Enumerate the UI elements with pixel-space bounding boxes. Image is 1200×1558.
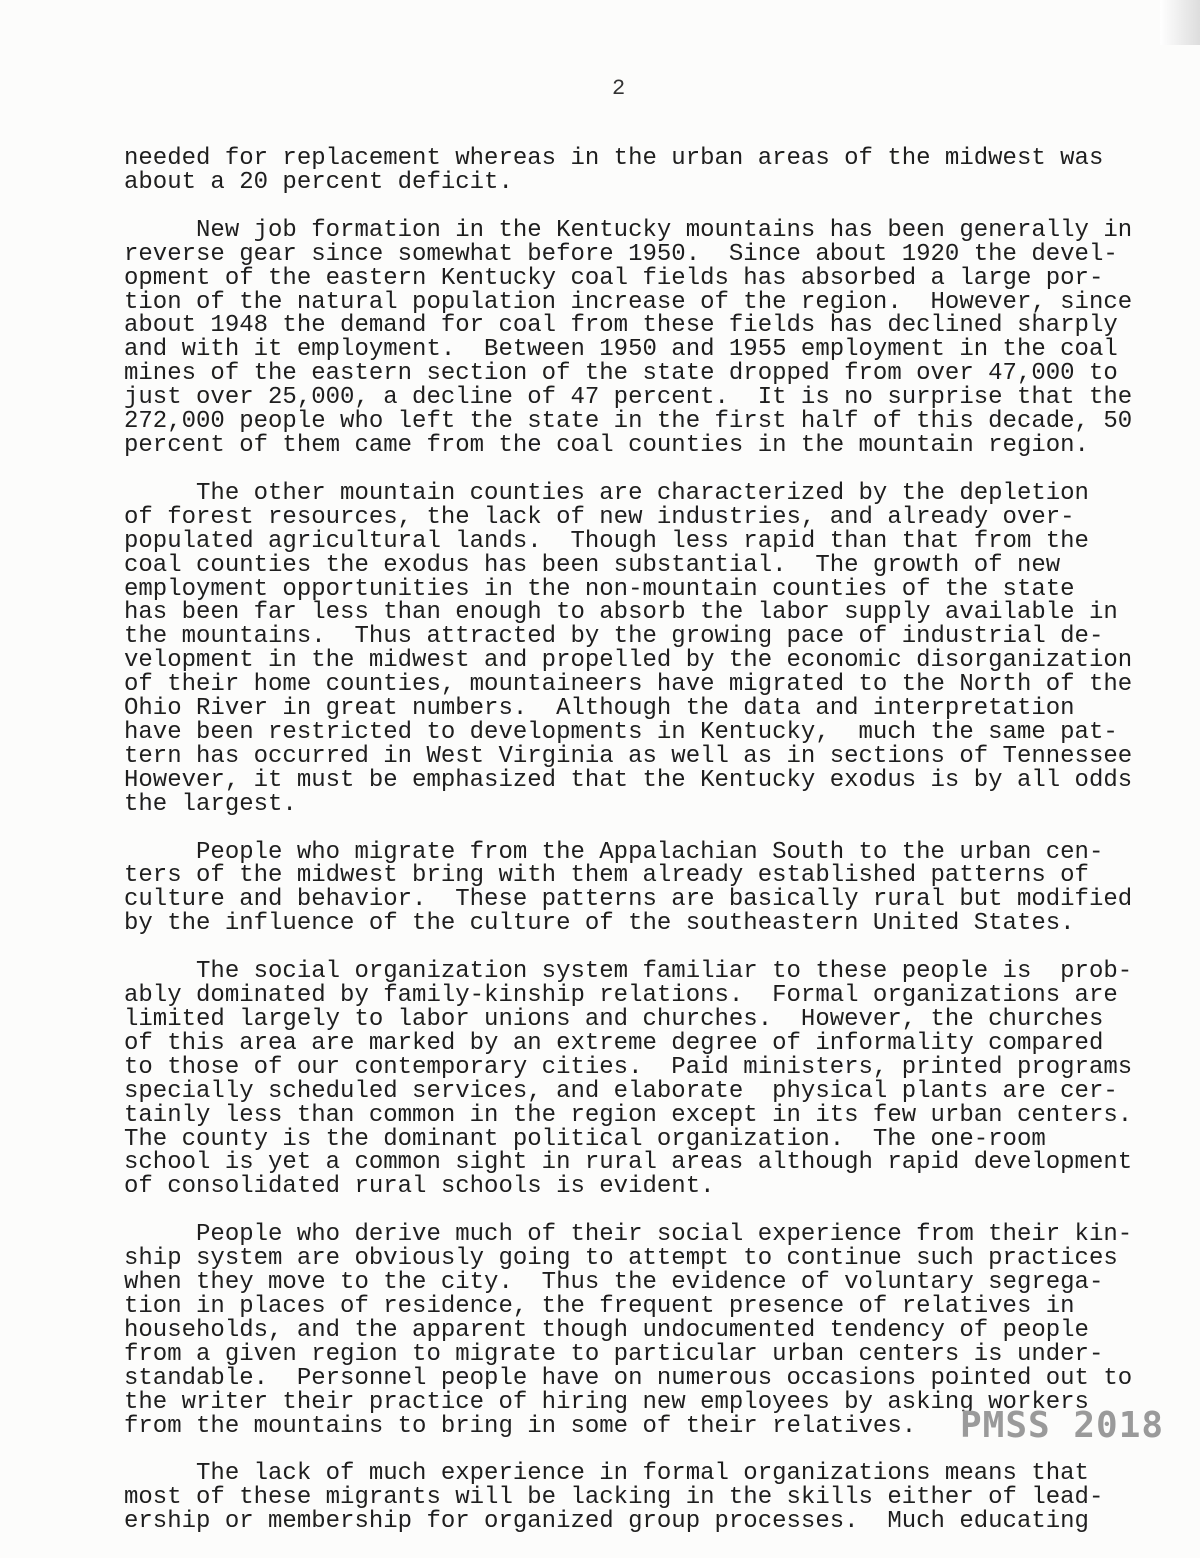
text-line: However, it must be emphasized that the Kentucky exodus is by all odds: [124, 766, 1133, 794]
page-number: 2: [612, 76, 626, 101]
text-line: households, and the apparent though undocumented tendency of people: [124, 1316, 1089, 1344]
text-line: when they move to the city. Thus the evidence of voluntary segrega-: [124, 1269, 1104, 1297]
text-line: The other mountain counties are characterized by the depletion: [124, 479, 1089, 507]
text-line: limited largely to labor unions and churches. However, the churches: [124, 1006, 1104, 1033]
text-line: reverse gear since somewhat before 1950. Since about 1920 the devel-: [124, 240, 1118, 268]
paragraph: [124, 479, 1184, 818]
text-line: opment of the eastern Kentucky coal fields has absorbed a large por-: [124, 264, 1104, 292]
text-line: by the influence of the culture of the southeastern United States.: [124, 910, 1075, 938]
text-line: just over 25,000, a decline of 47 percent. It is no surprise that the: [124, 384, 1133, 412]
text-line: tern has occurred in West Virginia as well as in sections of Tennessee: [124, 742, 1133, 770]
text-line: ership or membership for organized group processes. Much educating: [124, 1508, 1089, 1536]
text-line: ters of the midwest bring with them already established patterns of: [124, 862, 1089, 890]
text-line: the mountains. Thus attracted by the growing pace of industrial de-: [124, 623, 1104, 651]
text-line: People who migrate from the Appalachian South to the urban cen-: [124, 838, 1104, 866]
text-line: tion in places of residence, the frequent presence of relatives in: [124, 1292, 1075, 1320]
paragraph: [124, 216, 1184, 459]
text-line: to those of our contemporary cities. Paid ministers, printed programs: [124, 1053, 1133, 1081]
paragraph: [124, 1462, 1184, 1534]
text-line: have been restricted to developments in Kentucky, much the same pat-: [124, 718, 1118, 746]
text-line: culture and behavior. These patterns are basically rural but modified: [124, 886, 1133, 914]
text-line: ship system are obviously going to attempt to continue such practices: [124, 1245, 1118, 1273]
text-line: coal counties the exodus has been substantial. The growth of new: [124, 551, 1061, 579]
paragraph: [124, 960, 1184, 1199]
paragraph: [124, 147, 1184, 195]
text-line: needed for replacement whereas in the urban areas of the midwest was: [124, 145, 1104, 172]
text-line: mines of the eastern section of the state dropped from over 47,000 to: [124, 360, 1118, 388]
text-line: employment opportunities in the non-mountain counties of the state: [124, 575, 1075, 603]
text-line: about a 20 percent deficit.: [124, 168, 513, 196]
text-line: The social organization system familiar to these people is prob-: [124, 958, 1133, 986]
text-line: percent of them came from the coal counties in the mountain region.: [124, 431, 1089, 459]
text-line: 272,000 people who left the state in the first half of this decade, 50: [124, 408, 1133, 436]
text-line: of consolidated rural schools is evident.: [124, 1173, 715, 1201]
text-line: of their home counties, mountaineers have migrated to the North of the: [124, 671, 1133, 699]
text-line: People who derive much of their social experience from their kin-: [124, 1221, 1133, 1249]
document-body: [124, 147, 1184, 1558]
paragraph: [124, 838, 1184, 938]
text-line: populated agricultural lands. Though less rapid than that from the: [124, 527, 1089, 555]
text-line: tainly less than common in the region except in its few urban centers.: [124, 1101, 1133, 1129]
text-line: standable. Personnel people have on numerous occasions pointed out to: [124, 1364, 1133, 1392]
text-line: school is yet a common sight in rural areas although rapid development: [124, 1149, 1133, 1177]
text-line: tion of the natural population increase of the region. However, since: [124, 288, 1133, 316]
text-line: New job formation in the Kentucky mountains has been generally in: [124, 216, 1133, 244]
text-line: from the mountains to bring in some of their relatives.: [124, 1412, 917, 1440]
text-line: specially scheduled services, and elaborate physical plants are cer-: [124, 1077, 1118, 1105]
text-line: The lack of much experience in formal organizations means that: [124, 1460, 1089, 1488]
text-line: ably dominated by family-kinship relations. Formal organizations are: [124, 982, 1118, 1010]
text-line: velopment in the midwest and propelled by the economic disorganization: [124, 647, 1133, 675]
text-line: the writer their practice of hiring new employees by asking workers: [124, 1388, 1089, 1416]
text-line: about 1948 the demand for coal from these fields has declined sharply: [124, 312, 1118, 340]
text-line: of this area are marked by an extreme degree of informality compared: [124, 1029, 1104, 1057]
text-line: The county is the dominant political organization. The one-room: [124, 1125, 1046, 1153]
text-line: most of these migrants will be lacking in the skills either of lead-: [124, 1484, 1104, 1512]
watermark: PMSS 2018: [960, 1405, 1165, 1446]
text-line: Ohio River in great numbers. Although the data and interpretation: [124, 695, 1075, 723]
page-edge: [1160, 0, 1200, 45]
text-line: the largest.: [124, 790, 297, 818]
text-line: and with it employment. Between 1950 and 1955 employment in the coal: [124, 336, 1118, 364]
text-line: of forest resources, the lack of new industries, and already over-: [124, 503, 1075, 531]
text-line: from a given region to migrate to particular urban centers is under-: [124, 1340, 1104, 1368]
text-line: has been far less than enough to absorb the labor supply available in: [124, 599, 1118, 627]
